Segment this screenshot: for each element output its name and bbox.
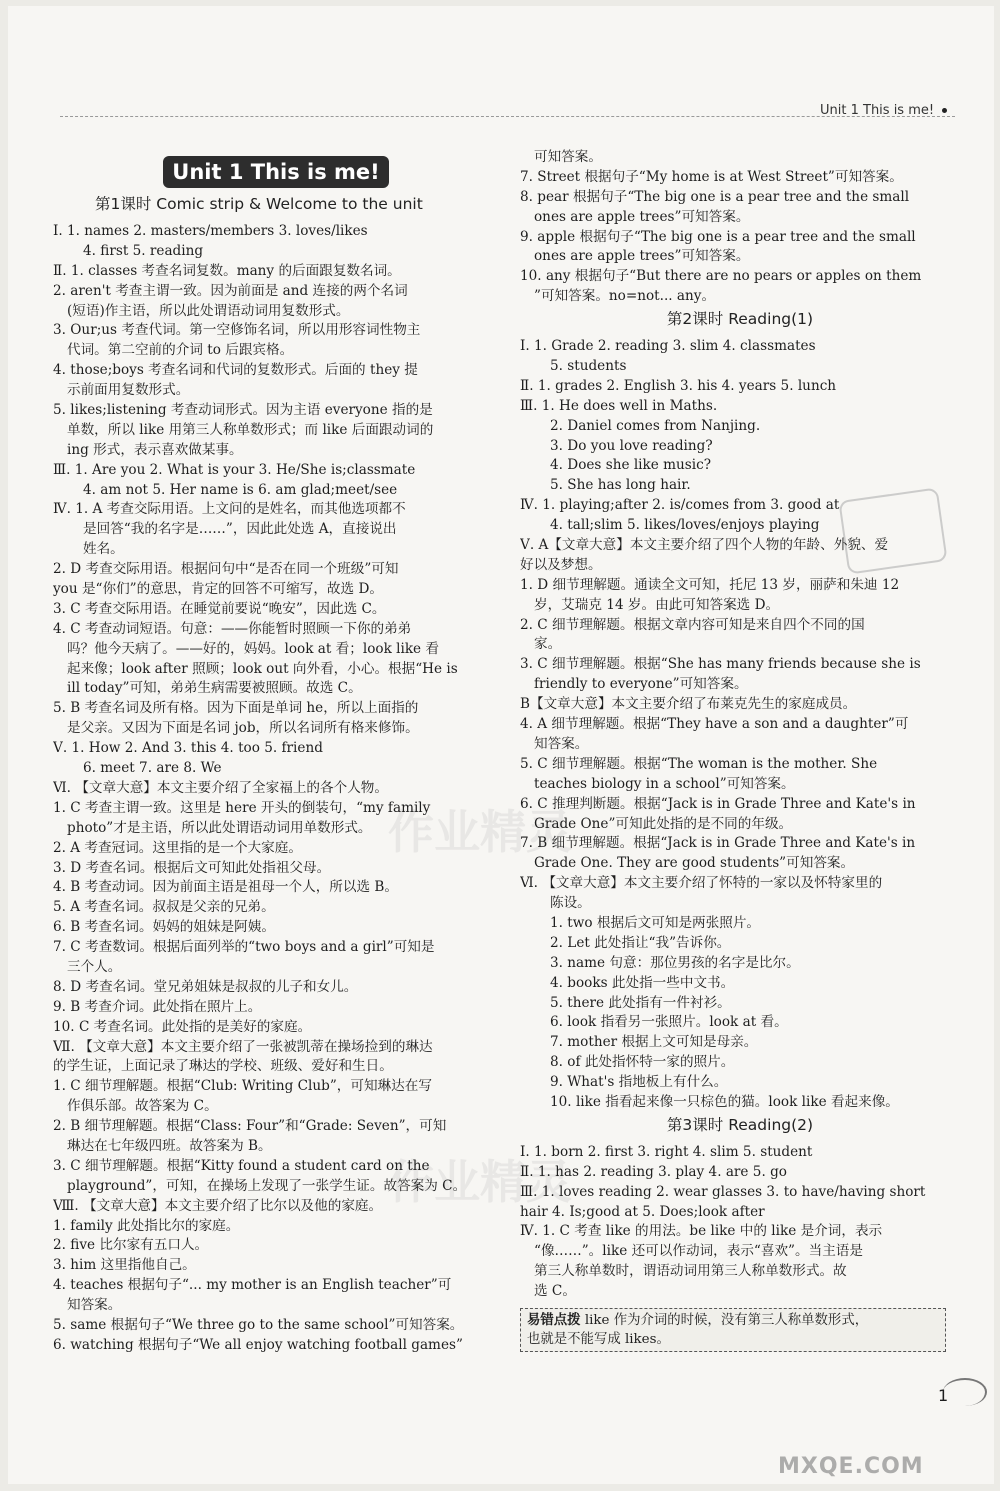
answer-line: 好以及梦想。 [520,556,602,573]
tip-label: 易错点拨 [527,1312,581,1328]
answer-line: 作俱乐部。故答案为 C。 [67,1098,218,1115]
answer-line: 知答案。 [67,1297,122,1314]
answer-line: 6. meet 7. are 8. We [83,760,222,777]
answer-line: Ⅲ. 1. loves reading 2. wear glasses 3. to have/having short [520,1183,926,1200]
answer-line: 7. Street 根据句子“My home is at West Street”可知答案。 [520,168,903,185]
answer-line: 2. five 比尔家有五口人。 [53,1237,209,1254]
answer-line: 3. Our;us 考查代词。第一空修饰名词，所以用形容词性物主 [53,322,421,339]
answer-line: teaches biology in a school”可知答案。 [534,775,795,792]
answer-line: 2. Let 此处指让“我”告诉你。 [550,934,731,951]
answer-line: Ⅴ. A【文章大意】本文主要介绍了四个人物的年龄、外貌、爱 [520,537,889,554]
answer-line: 4. those;boys 考查名词和代词的复数形式。后面的 they 提 [53,362,418,379]
answer-line: Ⅱ. 1. classes 考查名词复数。many 的后面跟复数名词。 [53,262,401,279]
answer-line: 3. name 句意：那位男孩的名字是比尔。 [550,954,800,971]
answer-line: 6. look 指看另一张照片。look at 看。 [550,1014,788,1031]
answer-line: 4. C 考查动词短语。句意：——你能暂时照顾一下你的弟弟 [53,620,412,637]
answer-line: 1. D 细节理解题。通读全文可知，托尼 13 岁，丽萨和朱迪 12 [520,576,900,593]
answer-line: 陈设。 [550,895,591,912]
answer-line: Ⅰ. 1. names 2. masters/members 3. loves/likes [53,223,368,239]
answer-line: ”可知答案。no=not... any。 [534,288,716,305]
answer-line: 5. students [550,358,627,375]
answer-line: 4. books 此处指一些中文书。 [550,974,735,991]
answer-line: 4. A 细节理解题。根据“They have a son and a daughter”可 [520,716,909,733]
answer-line: 吗？他今天病了。——好的，妈妈。look at 看；look like 看 [67,640,440,657]
answer-line: 1. C 考查主谓一致。这里是 here 开头的倒装句，“my family [53,799,431,816]
running-head-text: Unit 1 This is me! [820,103,935,118]
answer-line: 7. mother 根据上文可知是母亲。 [550,1034,758,1051]
answer-line: B【文章大意】本文主要介绍了布莱克先生的家庭成员。 [520,696,857,713]
answer-line: Ⅷ. 【文章大意】本文主要介绍了比尔以及他的家庭。 [53,1197,383,1214]
answer-line: ill today”可知，弟弟生病需要被照顾。故选 C。 [67,680,362,697]
answer-line: 3. C 细节理解题。根据“She has many friends because she is [520,656,921,673]
answer-line: photo”才是主语，所以此处谓语动词用单数形式。 [67,819,372,836]
answer-line: Ⅲ. 1. He does well in Maths. [520,397,718,414]
answer-line: 2. D 考查交际用语。根据问句中“是否在同一个班级”可知 [53,561,399,578]
answer-line: 6. B 考查名词。妈妈的姐妹是阿姨。 [53,919,275,936]
answer-line: Ⅳ. 1. playing;after 2. is/comes from 3. good at [520,497,840,514]
tip-line-2: 也就是不能写成 likes。 [527,1331,670,1347]
page-sheet [8,6,994,1484]
answer-line: Ⅳ. 1. C 考查 like 的用法。be like 中的 like 是介词，表示 [520,1223,883,1240]
answer-line: 示前面用复数形式。 [67,382,190,399]
answer-line: Ⅲ. 1. Are you 2. What is your 3. He/She is;classmate [53,461,416,478]
header-divider [60,116,955,117]
answer-line: Ⅵ. 【文章大意】本文主要介绍了怀特的一家以及怀特家里的 [520,875,883,892]
answer-line: 4. first 5. reading [83,242,204,259]
answer-line: 起来像；look after 照顾；look out 向外看，小心。根据“He is [67,660,458,677]
answer-line: Ⅶ. 【文章大意】本文主要介绍了一张被凯蒂在操场捡到的琳达 [53,1038,433,1055]
answer-line: Ⅴ. 1. How 2. And 3. this 4. too 5. friend [53,740,323,757]
answer-line: 7. B 细节理解题。根据“Jack is in Grade Three and Kate's in [520,835,916,852]
answer-line: 的学生证，上面记录了琳达的学校、班级、爱好和生日。 [53,1058,393,1075]
answer-line: 岁，艾瑞克 14 岁。由此可知答案选 D。 [534,596,780,613]
answer-line: 7. C 考查数词。根据后面列举的“two boys and a girl”可知是 [53,939,435,956]
right-column [520,148,960,1352]
answer-line: 选 C。 [534,1283,576,1300]
answer-line: 5. same 根据句子“We three go to the same school”可知答案。 [53,1316,464,1333]
faint-watermark-1: 作业精灵 [388,805,572,859]
answer-line: 5. A 考查名词。叔叔是父亲的兄弟。 [53,899,275,916]
answer-line: 10. any 根据句子“But there are no pears or apples on them [520,268,922,285]
answer-line: 4. Does she like music? [550,457,711,474]
answer-line: “像……”。like 还可以作动词，表示“喜欢”。当主语是 [534,1243,863,1260]
answer-line: 姓名。 [83,541,124,558]
lesson-heading: 第2课时 Reading(1) [666,310,814,329]
answer-line: Grade One”可知此处指的是不同的年级。 [534,815,793,832]
answer-line: 1. C 细节理解题。根据“Club: Writing Club”，可知琳达在写 [53,1078,432,1095]
answer-line: 9. apple 根据句子“The big one is a pear tree and the small [520,228,916,245]
faint-watermark-2: 作业精灵 [388,1155,572,1209]
answer-line: friendly to everyone”可知答案。 [534,676,748,693]
unit-title-banner: Unit 1 This is me! [163,156,389,188]
answer-line: playground”，可知，在操场上发现了一张学生证。故答案为 C。 [67,1177,467,1194]
answer-line: 4. am not 5. Her name is 6. am glad;meet/see [83,481,398,498]
answer-line: 第三人称单数时，谓语动词用第三人称单数形式。故 [534,1263,847,1280]
answer-line: 3. D 考查名词。根据后文可知此处指祖父母。 [53,859,331,876]
answer-line: 单数，所以 like 用第三人称单数形式；而 like 后面跟动词的 [67,421,434,438]
answer-line: Ⅱ. 1. has 2. reading 3. play 4. are 5. go [520,1163,787,1180]
answer-line: hair 4. Is;good at 5. Does;look after [520,1203,765,1220]
answer-line: 3. C 细节理解题。根据“Kitty found a student card on the [53,1157,430,1174]
site-watermark: MXQE.COM [778,1454,924,1479]
left-column [53,156,501,1356]
answer-line: 10. C 考查名词。此处指的是美好的家庭。 [53,1018,312,1035]
answer-line: 1. two 根据后文可知是两张照片。 [550,914,761,931]
answer-line: 2. C 细节理解题。根据文章内容可知是来自四个不同的国 [520,616,865,633]
answer-line: Ⅳ. 1. A 考查交际用语。上文问的是姓名，而其他选项都不 [53,501,406,518]
answer-line: ing 形式，表示喜欢做某事。 [67,441,243,458]
bullet-dot-icon [942,108,947,113]
left-answer-list [53,192,501,1356]
answer-line: ones are apple trees”可知答案。 [534,248,750,265]
tip-line-1 [527,1311,939,1330]
unit-title-row [53,156,501,192]
answer-line: Ⅰ. 1. born 2. first 3. right 4. slim 5. student [520,1143,813,1160]
answer-line: 6. C 推理判断题。根据“Jack is in Grade Three and Kate's in [520,795,916,812]
answer-line: Ⅱ. 1. grades 2. English 3. his 4. years 5. lunch [520,377,837,394]
answer-line: 9. What's 指地板上有什么。 [550,1074,728,1091]
answer-line: you 是“你们”的意思，肯定的回答不可缩写，故选 D。 [53,581,383,598]
answer-line: 三个人。 [67,958,122,975]
right-answer-list [520,148,960,1302]
answer-line: 1. family 此处指比尔的家庭。 [53,1217,240,1234]
answer-line: Ⅵ. 【文章大意】本文主要介绍了全家福上的各个人物。 [53,779,388,796]
answer-line: ones are apple trees”可知答案。 [534,208,750,225]
answer-line: 8. of 此处指怀特一家的照片。 [550,1054,735,1071]
answer-line: 5. there 此处指有一件衬衫。 [550,994,731,1011]
answer-line: 5. B 考查名词及所有格。因为下面是单词 he，所以上面指的 [53,700,419,717]
lesson-heading: 第3课时 Reading(2) [666,1115,814,1134]
answer-line: 3. him 这里指他自己。 [53,1257,196,1274]
answer-line: 10. like 指看起来像一只棕色的猫。look like 看起来像。 [550,1093,899,1110]
answer-line: 2. Daniel comes from Nanjing. [550,417,761,434]
answer-line: Grade One. They are good students”可知答案。 [534,855,855,872]
answer-line: 4. teaches 根据句子“... my mother is an English teacher”可 [53,1277,452,1294]
answer-line: 代词。第二空前的介词 to 后跟宾格。 [67,342,294,359]
answer-line: 琳达在七年级四班。故答案为 B。 [67,1137,272,1154]
answer-line: 2. A 考查冠词。这里指的是一个大家庭。 [53,839,302,856]
answer-line: 2. B 细节理解题。根据“Class: Four”和“Grade: Seven”，可知 [53,1118,447,1135]
error-tip-box [520,1308,946,1352]
page-number: 1 [938,1386,949,1405]
answer-line: 6. watching 根据句子“We all enjoy watching football games” [53,1336,463,1353]
answer-line: 是回答“我的名字是……”，因此此处选 A，直接说出 [83,521,397,538]
answer-line: 2. aren't 考查主谓一致。因为前面是 and 连接的两个名词 [53,282,408,299]
lesson-heading: 第1课时 Comic strip & Welcome to the unit [95,195,423,213]
answer-line: 9. B 考查介词。此处指在照片上。 [53,998,262,1015]
answer-line: 3. Do you love reading? [550,437,713,454]
answer-line: (短语)作主语，所以此处谓语动词用复数形式。 [67,302,350,319]
answer-line: 5. C 细节理解题。根据“The woman is the mother. She [520,755,878,772]
answer-line: 4. B 考查动词。因为前面主语是祖母一个人，所以选 B。 [53,879,398,896]
answer-line: 5. She has long hair. [550,477,691,494]
answer-line: 知答案。 [534,735,589,752]
answer-line: 是父亲。又因为下面是名词 job，所以名词所有格来修饰。 [67,720,419,737]
answer-line: 可知答案。 [534,149,602,165]
answer-line: 8. pear 根据句子“The big one is a pear tree and the small [520,188,910,205]
answer-line: Ⅰ. 1. Grade 2. reading 3. slim 4. classmates [520,338,816,355]
answer-line: 8. D 考查名词。堂兄弟姐妹是叔叔的儿子和女儿。 [53,978,358,995]
answer-line: 4. tall;slim 5. likes/loves/enjoys playing [550,517,820,534]
page-crest-icon [943,1378,987,1406]
tip-text-1: like 作为介词的时候，没有第三人称单数形式， [584,1312,869,1328]
answer-line: 家。 [534,636,562,653]
answer-line: 5. likes;listening 考查动词形式。因为主语 everyone 指的是 [53,402,433,419]
answer-line: 3. C 考查交际用语。在睡觉前要说“晚安”，因此选 C。 [53,600,386,617]
